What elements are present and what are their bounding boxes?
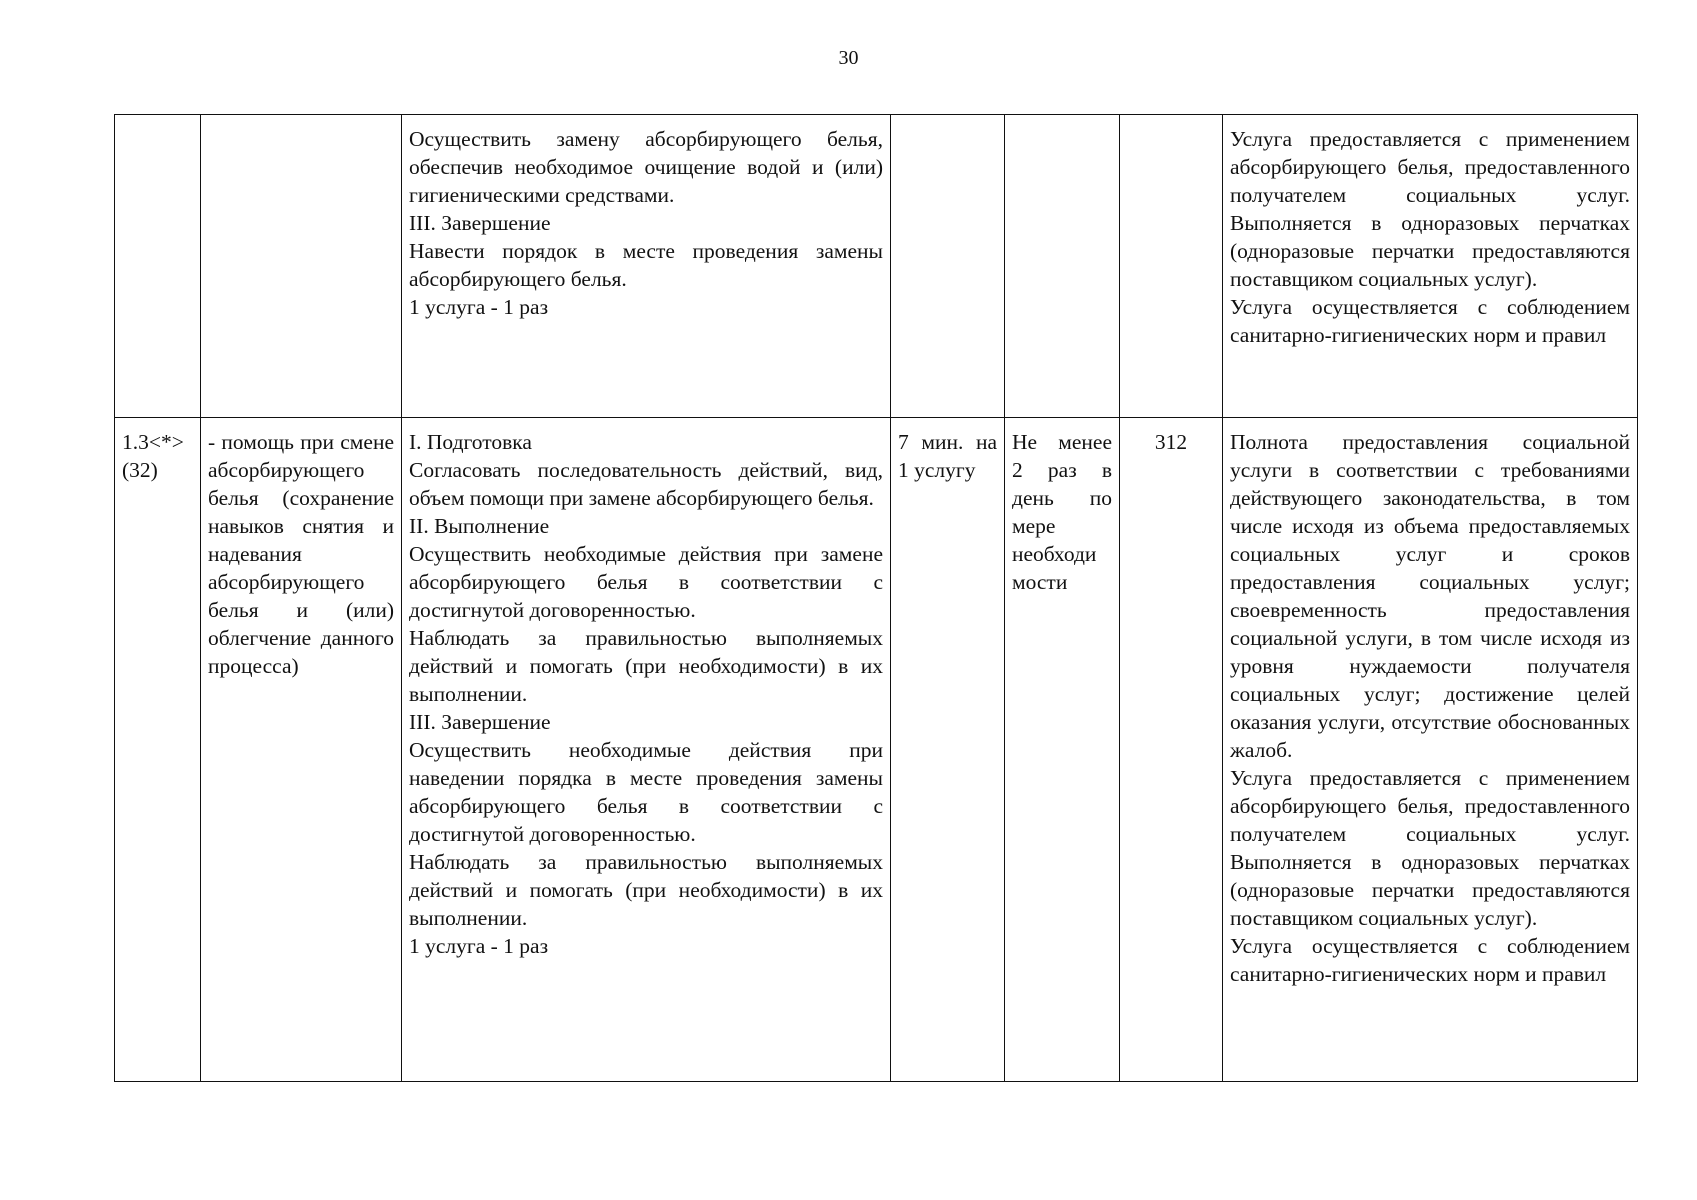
content-line: 1 услуга - 1 раз <box>409 934 549 958</box>
service-content-cell <box>402 115 891 418</box>
content-line: Осуществить необходимые действия при замене абсорбирующего белья в соответствии с достигнутой договоренностью. <box>409 542 883 622</box>
service-name: - помощь при смене абсорбирующего белья (сохранение навыков снятия и надевания абсорбирующего белья и (или) облегчение данного процесса) <box>208 430 394 678</box>
service-content-cell <box>402 418 891 1082</box>
content-line: 1 услуга - 1 раз <box>409 295 549 319</box>
service-number: 1.3<*> (32) <box>122 430 184 482</box>
content-line: Согласовать последовательность действий, вид, объем помощи при замене абсорбирующего белья. <box>409 458 883 510</box>
table-row <box>115 418 1638 1082</box>
service-conditions-cell <box>1223 115 1638 418</box>
service-time: 7 мин. на 1 услугу <box>898 430 997 482</box>
service-name-cell <box>201 418 402 1082</box>
conditions-line: Услуга осуществляется с соблюдением санитарно-гигиенических норм и правил <box>1230 295 1630 347</box>
content-line: III. Завершение <box>409 710 551 734</box>
conditions-line: Услуга предоставляется с применением абсорбирующего белья, предоставленного получателем социальных услуг. Выполняется в одноразовых перчатках (одноразовые перчатки предоставляются поставщиком социальных услуг). <box>1230 127 1630 291</box>
service-number-cell <box>115 115 201 418</box>
content-line: Наблюдать за правильностью выполняемых действий и помогать (при необходимости) в их выполнении. <box>409 850 883 930</box>
service-frequency-cell <box>1005 115 1120 418</box>
service-name-cell <box>201 115 402 418</box>
services-table <box>114 114 1638 1082</box>
service-time-cell <box>891 115 1005 418</box>
page-number: 30 <box>838 47 859 69</box>
service-frequency: Не менее 2 раз в день по мере необходи мости <box>1012 430 1112 594</box>
conditions-line: Полнота предоставления социальной услуги в соответствии с требованиями действующего законодательства, в том числе исходя из объема предоставляемых социальных услуг и сроков предоставления социальных услуг; своевременность предоставления социальной услуги, в том числе исходя из уровня нуждаемости получателя социальных услуг; достижение целей оказания услуги, отсутствие обоснованных жалоб. <box>1230 430 1630 762</box>
service-number-cell <box>115 418 201 1082</box>
service-frequency-cell <box>1005 418 1120 1082</box>
content-line: Осуществить необходимые действия при наведении порядка в месте проведения замены абсорбирующего белья в соответствии с достигнутой договоренностью. <box>409 738 883 846</box>
service-cost-cell <box>1120 115 1223 418</box>
content-line: Осуществить замену абсорбирующего белья, обеспечив необходимое очищение водой и (или) гигиеническими средствами. <box>409 127 883 207</box>
service-time-cell <box>891 418 1005 1082</box>
conditions-line: Услуга предоставляется с применением абсорбирующего белья, предоставленного получателем социальных услуг. Выполняется в одноразовых перчатках (одноразовые перчатки предоставляются поставщиком социальных услуг). <box>1230 766 1630 930</box>
conditions-line: Услуга осуществляется с соблюдением санитарно-гигиенических норм и правил <box>1230 934 1630 986</box>
service-conditions-cell <box>1223 418 1638 1082</box>
service-cost-cell <box>1120 418 1223 1082</box>
content-line: I. Подготовка <box>409 430 532 454</box>
content-line: Наблюдать за правильностью выполняемых действий и помогать (при необходимости) в их выполнении. <box>409 626 883 706</box>
content-line: III. Завершение <box>409 211 551 235</box>
content-line: Навести порядок в месте проведения замены абсорбирующего белья. <box>409 239 883 291</box>
service-cost: 312 <box>1154 430 1188 454</box>
table-row <box>115 115 1638 418</box>
content-line: II. Выполнение <box>409 514 550 538</box>
